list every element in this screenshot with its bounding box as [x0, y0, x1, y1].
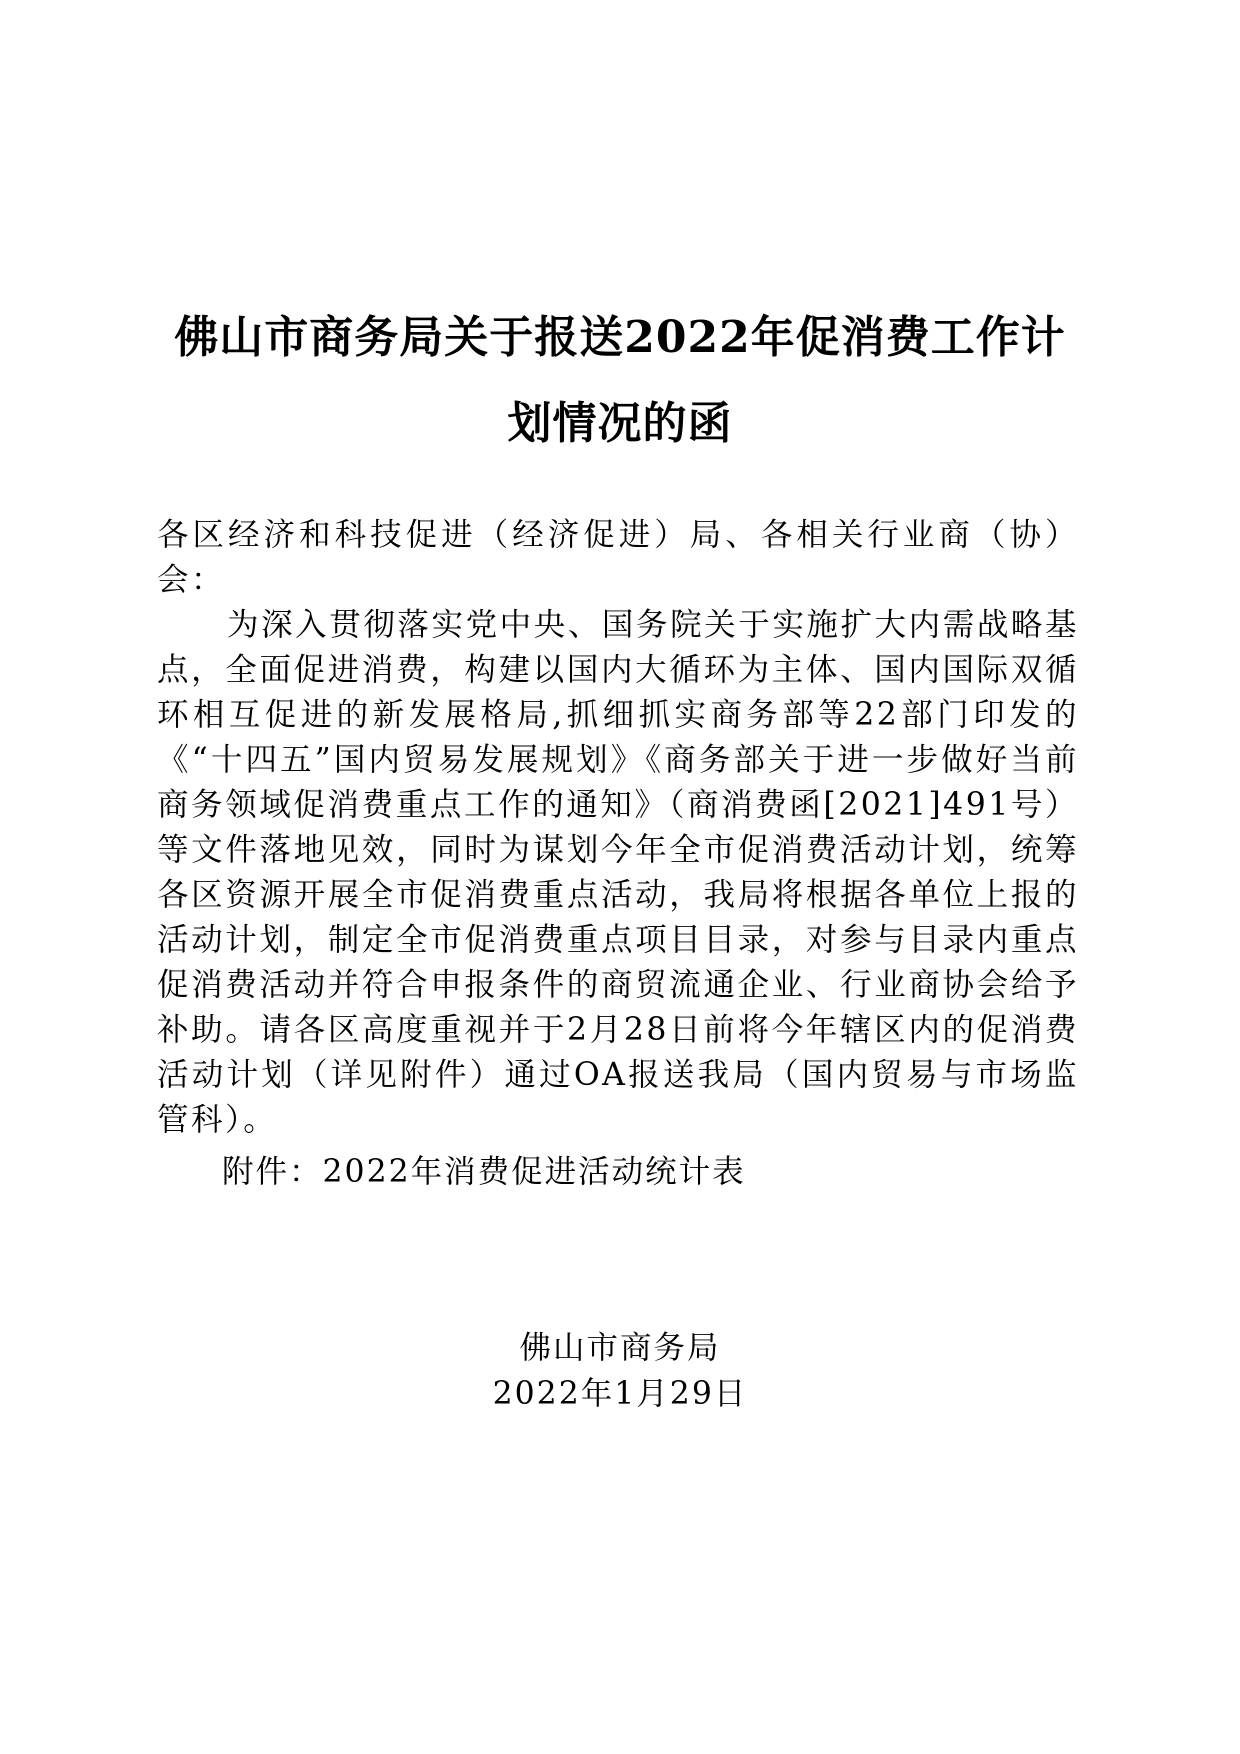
document-title — [150, 295, 1090, 467]
document-title-line-2: 划情况的函 — [507, 398, 733, 449]
signature-block — [390, 1325, 850, 1417]
signature-date: 2022年1月29日 — [492, 1376, 748, 1412]
document-title-line-1: 佛山市商务局关于报送2022年促消费工作计 — [174, 312, 1066, 363]
body-paragraph: 为深入贯彻落实党中央、国务院关于实施扩大内需战略基点，全面促进消费，构建以国内大循环为主体、国内国际双循环相互促进的新发展格局,抓细抓实商务部等22部门印发的《“十四五”国内贸易发展规划》《商务部关于进一步做好当前商务领域促消费重点工作的通知》（商消费函[2021]491号）等文件落地见效，同时为谋划今年全市促消费活动计划，统筹各区资源开展全市促消费重点活动，我局将根据各单位上报的活动计划，制定全市促消费重点项目目录，对参与目录内重点促消费活动并符合申报条件的商贸流通企业、行业商协会给予补助。请各区高度重视并于2月28日前将今年辖区内的促消费活动计划（详见附件）通过OA报送我局（国内贸易与市场监管科）。 — [157, 607, 1079, 1138]
attachment-line: 附件：2022年消费促进活动统计表 — [222, 1154, 746, 1190]
signature-organization: 佛山市商务局 — [519, 1330, 721, 1366]
addressee-line: 各区经济和科技促进（经济促进）局、各相关行业商（协）会： — [157, 517, 1079, 598]
document-body — [157, 513, 1079, 1143]
